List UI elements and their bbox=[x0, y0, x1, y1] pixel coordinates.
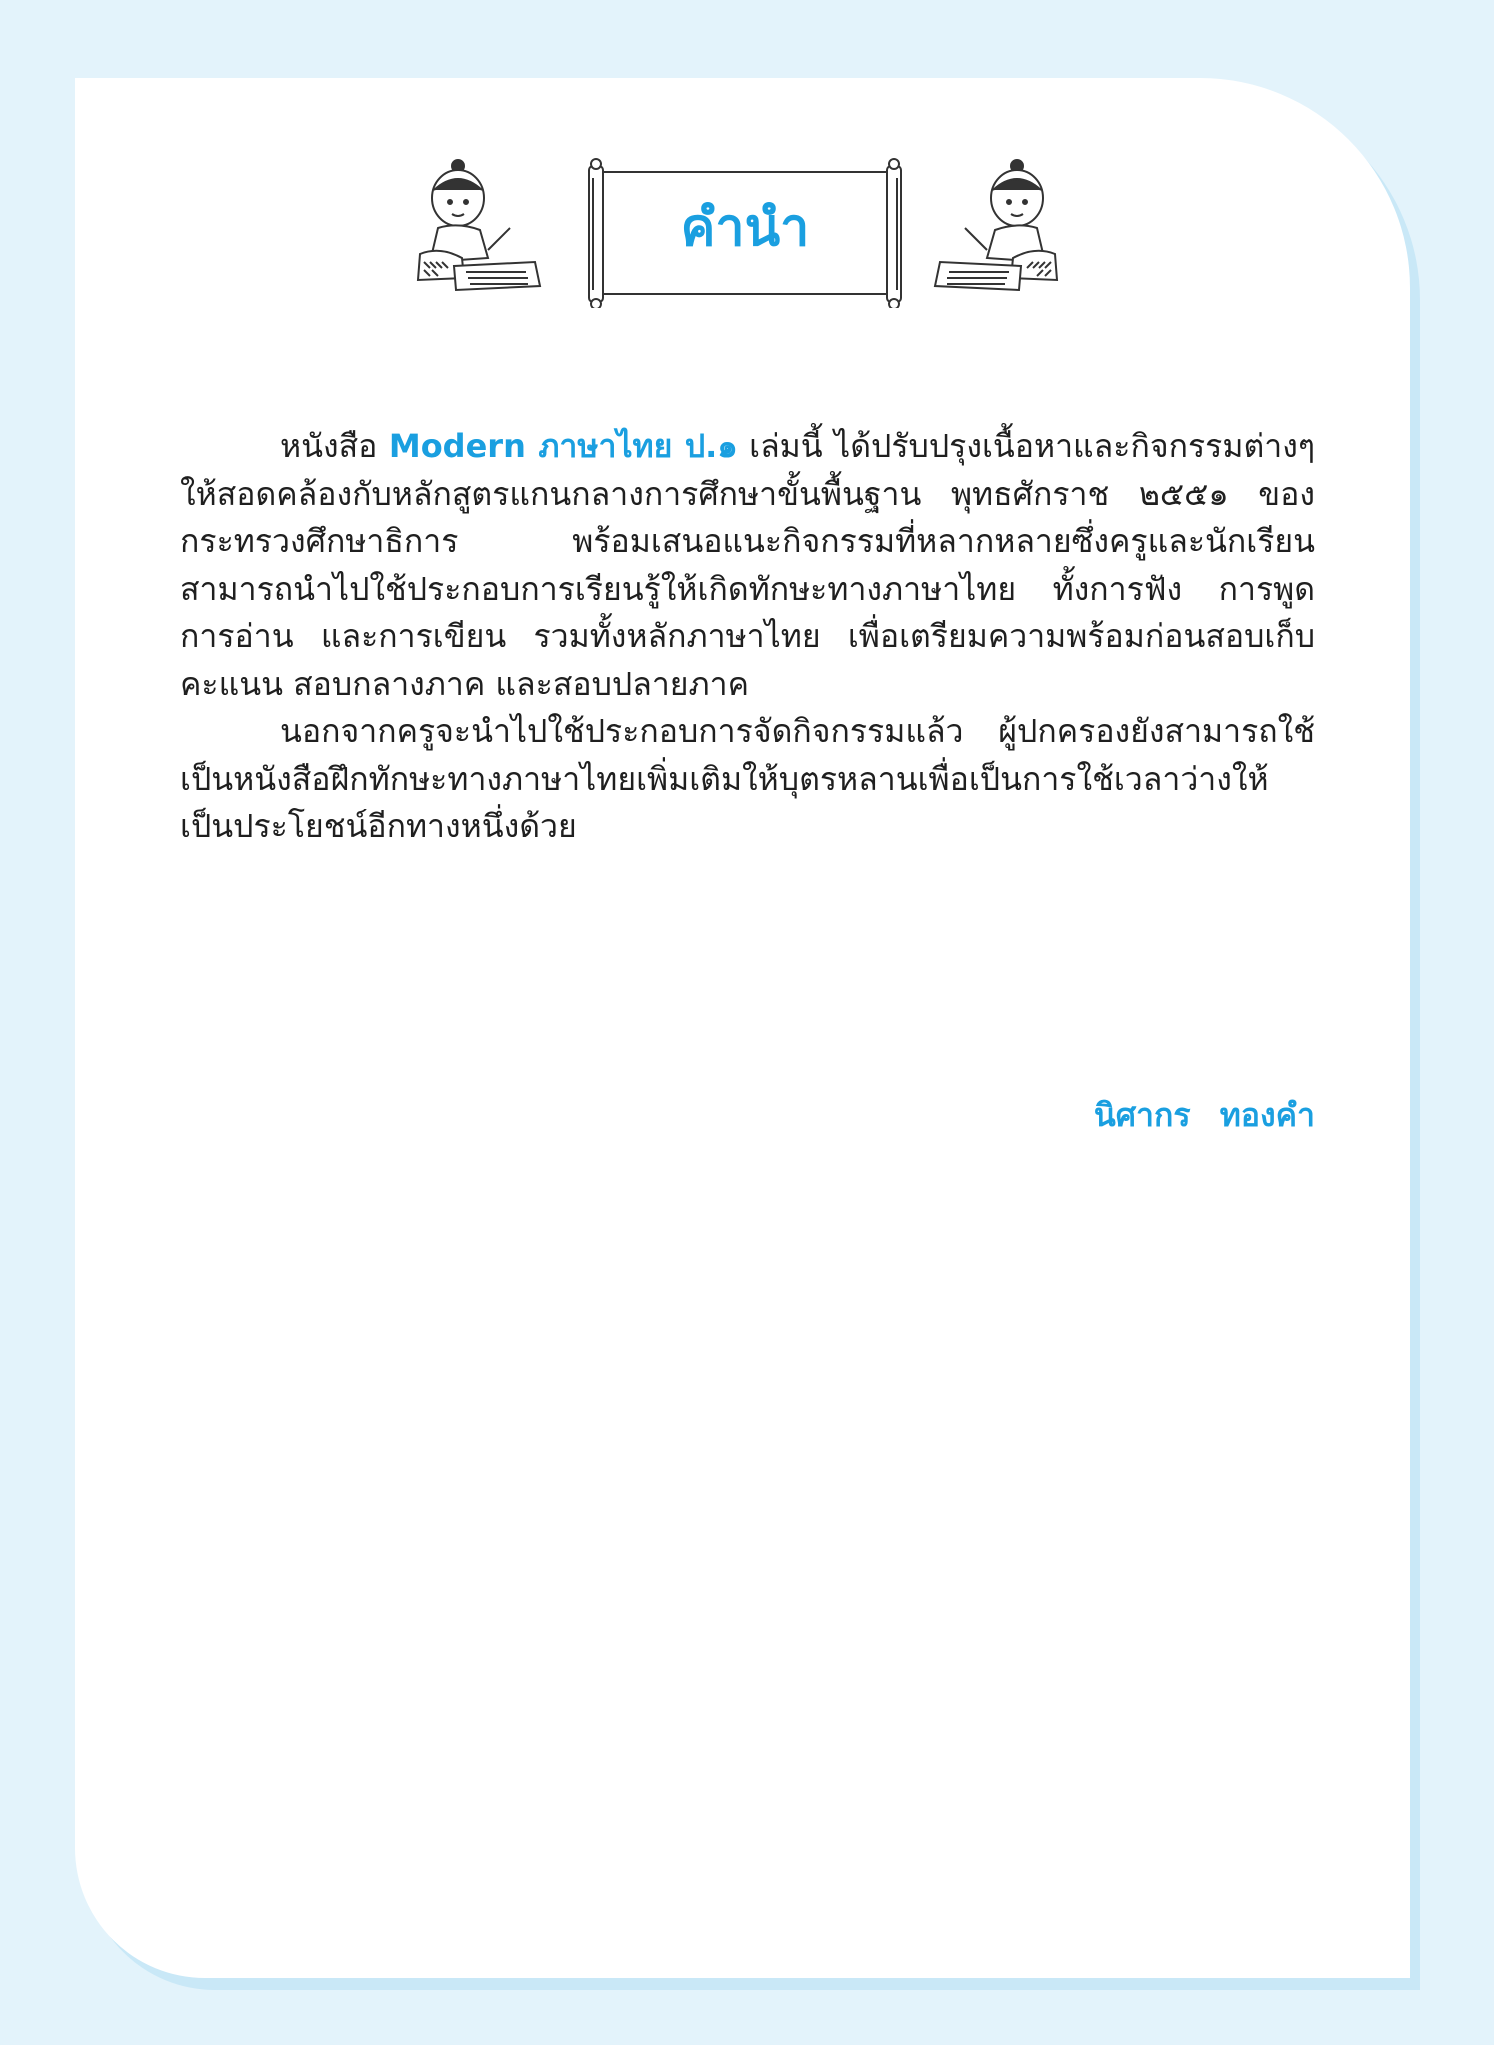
author-signature: นิศากร ทองคำ bbox=[1093, 1096, 1315, 1134]
page-title: คำนำ bbox=[680, 198, 810, 258]
child-writing-illustration-right bbox=[925, 158, 1065, 308]
preface-body bbox=[180, 423, 1315, 851]
book-title-highlight: Modern ภาษาไทย ป.๑ bbox=[388, 427, 738, 465]
paragraph-1-text: เล่มนี้ ได้ปรับปรุงเนื้อหาและกิจกรรมต่างๆ ให้สอดคล้องกับหลักสูตรแกนกลางการศึกษาขั้นพื้นฐาน พุทธศักราช ๒๕๕๑ ของกระทรวงศึกษาธิการ พร้อมเสนอแนะกิจกรรมที่หลากหลายซึ่งครูและนักเรียนสามารถนำไปใช้ประกอบการเรียนรู้ให้เกิดทักษะทางภาษาไทย ทั้งการฟัง การพูด การอ่าน และการเขียน รวมทั้งหลักภาษาไทย เพื่อเตรียมความพร้อมก่อนสอบเก็บคะแนน สอบกลางภาค และสอบปลายภาค bbox=[180, 427, 1315, 703]
preface-paragraph-1 bbox=[180, 423, 1315, 708]
preface-paragraph-2: นอกจากครูจะนำไปใช้ประกอบการจัดกิจกรรมแล้ว ผู้ปกครองยังสามารถใช้เป็นหนังสือฝึกทักษะทางภาษาไทยเพิ่มเติมให้บุตรหลานเพื่อเป็นการใช้เวลาว่างให้เป็นประโยชน์อีกทางหนึ่งด้วย bbox=[180, 712, 1315, 845]
page-sheet bbox=[75, 78, 1410, 1978]
child-writing-illustration-left bbox=[410, 158, 550, 308]
paragraph-1-prefix: หนังสือ bbox=[280, 427, 389, 465]
header-banner bbox=[75, 158, 1410, 318]
